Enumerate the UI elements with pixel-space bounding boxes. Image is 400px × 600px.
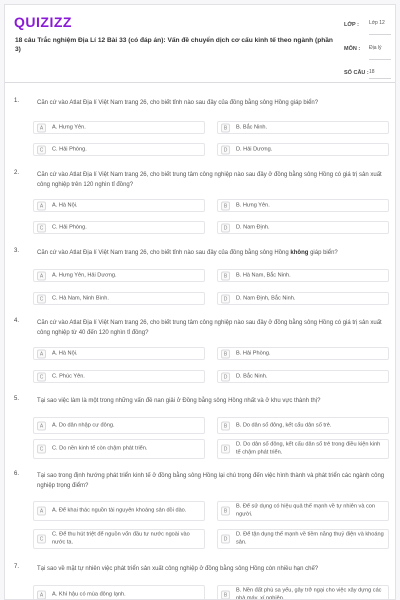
option-b[interactable]: [217, 585, 389, 600]
option-text: A. Để khai thác nguồn tài nguyên khoáng sản dồi dào.: [52, 507, 187, 514]
option-text: B. Hải Phòng.: [236, 349, 271, 356]
option-a[interactable]: [33, 121, 205, 134]
option-letter: B: [221, 421, 230, 430]
option-letter: D: [221, 294, 230, 303]
option-text: A. Khí hậu có mùa đông lạnh.: [52, 591, 126, 598]
option-letter: D: [221, 535, 230, 544]
question-number: 4.: [14, 318, 20, 324]
option-letter: A: [37, 271, 46, 280]
option-d[interactable]: [217, 143, 389, 156]
option-a[interactable]: [33, 269, 205, 282]
option-b[interactable]: [217, 347, 389, 360]
option-letter: C: [37, 294, 46, 303]
class-value: Lớp 12: [369, 20, 385, 26]
option-text: C. Hải Phòng.: [52, 145, 87, 152]
question-text: Căn cứ vào Atlat Địa lí Việt Nam trang 26, cho biết trung tâm công nghiệp nào sau đây ở đồng bằng sông Hồng có giá trị sản xuất công nghiệp từ 40 đến 120 nghìn tỉ đồng?: [37, 320, 382, 336]
question-text: Căn cứ vào Atlat Địa lí Việt Nam trang 26, cho biết trung tâm công nghiệp nào sau đây ở đồng bằng sông Hồng có giá trị sản xuất công nghiệp trên 120 nghìn tỉ đồng?: [37, 172, 382, 188]
option-text: B. Để sử dụng có hiệu quả thế mạnh về tự nhiên và con người.: [236, 503, 376, 517]
option-letter: A: [37, 591, 46, 600]
question-count-value: 18: [369, 69, 375, 75]
subject-label: MÔN :: [344, 46, 361, 52]
option-letter: C: [37, 223, 46, 232]
option-a[interactable]: [33, 199, 205, 212]
option-text: B. Do dân số đông, kết cấu dân số trẻ.: [236, 421, 332, 428]
option-a[interactable]: [33, 347, 205, 360]
question-number: 2.: [14, 170, 20, 176]
option-text: A. Hà Nội.: [52, 201, 78, 208]
option-text: D. Nam Định.: [236, 223, 270, 230]
option-text: A. Hưng Yên.: [52, 123, 86, 130]
option-letter: B: [221, 507, 230, 516]
option-letter: D: [221, 145, 230, 154]
option-d[interactable]: [217, 439, 389, 459]
option-letter: C: [37, 145, 46, 154]
option-a[interactable]: [33, 501, 205, 521]
option-letter: A: [37, 123, 46, 132]
option-letter: C: [37, 445, 46, 454]
option-letter: A: [37, 201, 46, 210]
question-text-start: Căn cứ vào Atlat Địa lí Việt Nam trang 26, cho biết tỉnh nào sau đây của đồng bằng sông Hồng: [37, 250, 291, 256]
option-text: B. Hưng Yên.: [236, 201, 270, 208]
option-text: C. Phúc Yên.: [52, 372, 85, 379]
option-letter: C: [37, 372, 46, 381]
option-c[interactable]: [33, 292, 205, 305]
option-b[interactable]: [217, 417, 389, 434]
option-b[interactable]: [217, 269, 389, 282]
option-text: D. Bắc Ninh.: [236, 372, 268, 379]
question-text: Căn cứ vào Atlat Địa lí Việt Nam trang 26, cho biết tỉnh nào sau đây của đồng bằng sông Hồng giáp biển?: [37, 100, 319, 106]
question-count-label: SỐ CÂU :: [344, 70, 369, 76]
option-letter: D: [221, 223, 230, 232]
option-text: A. Do dân nhập cư đông.: [52, 421, 115, 428]
option-letter: B: [221, 201, 230, 210]
question-text: Tại sao việc làm là một trong những vấn đề nan giải ở Đồng bằng sông Hồng nhất và ở khu vực thành thị?: [37, 398, 321, 404]
option-text: C. Để thu hút triệt để nguồn vốn đầu tư nước ngoài vào nước ta.: [52, 531, 190, 545]
class-underline: [369, 34, 391, 35]
option-d[interactable]: [217, 221, 389, 234]
option-text: B. Bắc Ninh.: [236, 123, 268, 130]
question-number: 1.: [14, 98, 20, 104]
option-letter: B: [221, 123, 230, 132]
option-text: A. Hà Nội.: [52, 349, 78, 356]
option-letter: D: [221, 372, 230, 381]
option-c[interactable]: [33, 439, 205, 459]
option-text: A. Hưng Yên, Hải Dương.: [52, 271, 117, 278]
option-b[interactable]: [217, 501, 389, 521]
subject-underline: [369, 59, 391, 60]
option-c[interactable]: [33, 370, 205, 383]
option-b[interactable]: [217, 199, 389, 212]
option-a[interactable]: [33, 417, 205, 434]
subject-value: Địa lý: [369, 45, 382, 51]
document-page: [4, 4, 396, 600]
class-label: LỚP :: [344, 22, 359, 28]
question-text: [37, 248, 387, 258]
option-letter: B: [221, 271, 230, 280]
option-c[interactable]: [33, 221, 205, 234]
option-text: D. Nam Định, Bắc Ninh.: [236, 294, 296, 301]
question-number: 7.: [14, 564, 20, 570]
option-letter: B: [221, 591, 230, 600]
option-letter: A: [37, 507, 46, 516]
option-text: C. Do nền kinh tế còn chậm phát triển.: [52, 445, 148, 452]
option-text: C. Hà Nam, Ninh Bình.: [52, 294, 109, 301]
option-text: D. Để tận dụng thế mạnh về tiềm năng thuỷ điện và khoáng sản.: [236, 531, 384, 545]
quizizz-logo[interactable]: QUIZIZZ: [14, 14, 72, 30]
option-d[interactable]: [217, 529, 389, 549]
option-text: B. Nền đất phù sa yếu, gây trở ngại cho việc xây dựng các nhà máy, xí nghiệp.: [236, 587, 382, 600]
option-d[interactable]: [217, 292, 389, 305]
option-text: D. Hải Dương.: [236, 145, 273, 152]
option-b[interactable]: [217, 121, 389, 134]
option-letter: B: [221, 349, 230, 358]
option-a[interactable]: [33, 585, 205, 600]
option-letter: C: [37, 535, 46, 544]
question-text: Tại sao về mặt tự nhiên việc phát triển sản xuất công nghiệp ở đồng bằng sông Hồng còn nhiều hạn chế?: [37, 566, 319, 572]
document-title: 18 câu Trắc nghiệm Địa Lí 12 Bài 33 (có đáp án): Vấn đề chuyển dịch cơ cấu kinh tế theo ngành (phần 3): [15, 37, 333, 53]
question-text-end: giáp biển?: [308, 250, 338, 256]
question-number: 3.: [14, 248, 20, 254]
question-number: 5.: [14, 396, 20, 402]
option-d[interactable]: [217, 370, 389, 383]
option-letter: A: [37, 421, 46, 430]
question-text: Tại sao trong định hướng phát triển kinh tế ở đồng bằng sông Hồng lại chú trọng đến việc hình thành và phát triển các ngành công nghiệp trọng điểm?: [37, 473, 385, 489]
question-number: 6.: [14, 471, 20, 477]
option-c[interactable]: [33, 143, 205, 156]
option-c[interactable]: [33, 529, 205, 549]
option-letter: A: [37, 349, 46, 358]
option-text: B. Hà Nam, Bắc Ninh.: [236, 271, 291, 278]
option-text: D. Do dân số đông, kết cấu dân số trẻ trong điều kiện kinh tế chậm phát triển.: [236, 441, 381, 455]
document-header: [5, 5, 396, 83]
question-text-emphasis: không: [290, 250, 309, 256]
count-underline: [369, 78, 391, 79]
option-letter: D: [221, 445, 230, 454]
option-text: C. Hải Phòng.: [52, 223, 87, 230]
